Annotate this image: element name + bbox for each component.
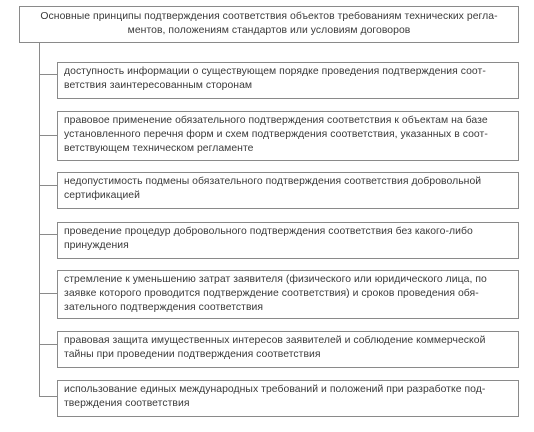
principle-box-legal-application [57, 111, 519, 161]
principle-box-cost-reduction [57, 270, 519, 319]
principle-line: установленного перечня форм и схем подтверждения соответствия, указанных в соот- [64, 129, 488, 140]
principle-line: недопустимость подмены обязательного подтверждения соответствия добровольной [64, 176, 482, 187]
principle-line: сертификацией [64, 190, 140, 201]
header-line: Основные принципы подтверждения соответствия объектов требованиям технических регла- [40, 11, 498, 22]
principle-box-information-availability [57, 62, 519, 99]
tree-connector-branch [39, 234, 57, 235]
principle-line: проведение процедур добровольного подтверждения соответствия без какого-либо [64, 226, 473, 237]
tree-connector-branch [39, 396, 57, 397]
tree-connector-branch [39, 344, 57, 345]
principle-line: тверждения соответствия [64, 398, 190, 409]
tree-connector-branch [39, 74, 57, 75]
principle-line: использование единых международных требований и положений при разработке под- [64, 384, 486, 395]
principles-header-box [19, 6, 519, 43]
principle-line: правовое применение обязательного подтверждения соответствия к объектам на базе [64, 115, 488, 126]
header-line: ментов, положениям стандартов или условиям договоров [127, 25, 411, 36]
principle-box-voluntary-procedures [57, 222, 519, 259]
principle-box-international-requirements [57, 380, 519, 417]
principle-line: ветствующем техническом регламенте [64, 143, 254, 154]
principle-line: доступность информации о существующем порядке проведения подтверждения соот- [64, 66, 486, 77]
principle-box-no-substitution [57, 172, 519, 209]
principle-line: стремление к уменьшению затрат заявителя (физического или юридического лица, по [64, 274, 487, 285]
tree-connector-branch [39, 293, 57, 294]
principle-line: принуждения [64, 240, 129, 251]
principle-line: ветствия заинтересованным сторонам [64, 80, 253, 91]
principle-line: правовая защита имущественных интересов заявителей и соблюдение коммерческой [64, 335, 486, 346]
principle-line: тайны при проведении подтверждения соответствия [64, 349, 321, 360]
tree-connector-branch [39, 135, 57, 136]
principle-line: заявке которого проводится подтверждение соответствия) и сроков проведения обя- [64, 288, 479, 299]
principle-box-legal-protection [57, 331, 519, 368]
tree-connector-branch [39, 185, 57, 186]
principle-line: зательного подтверждения соответствия [64, 302, 264, 313]
